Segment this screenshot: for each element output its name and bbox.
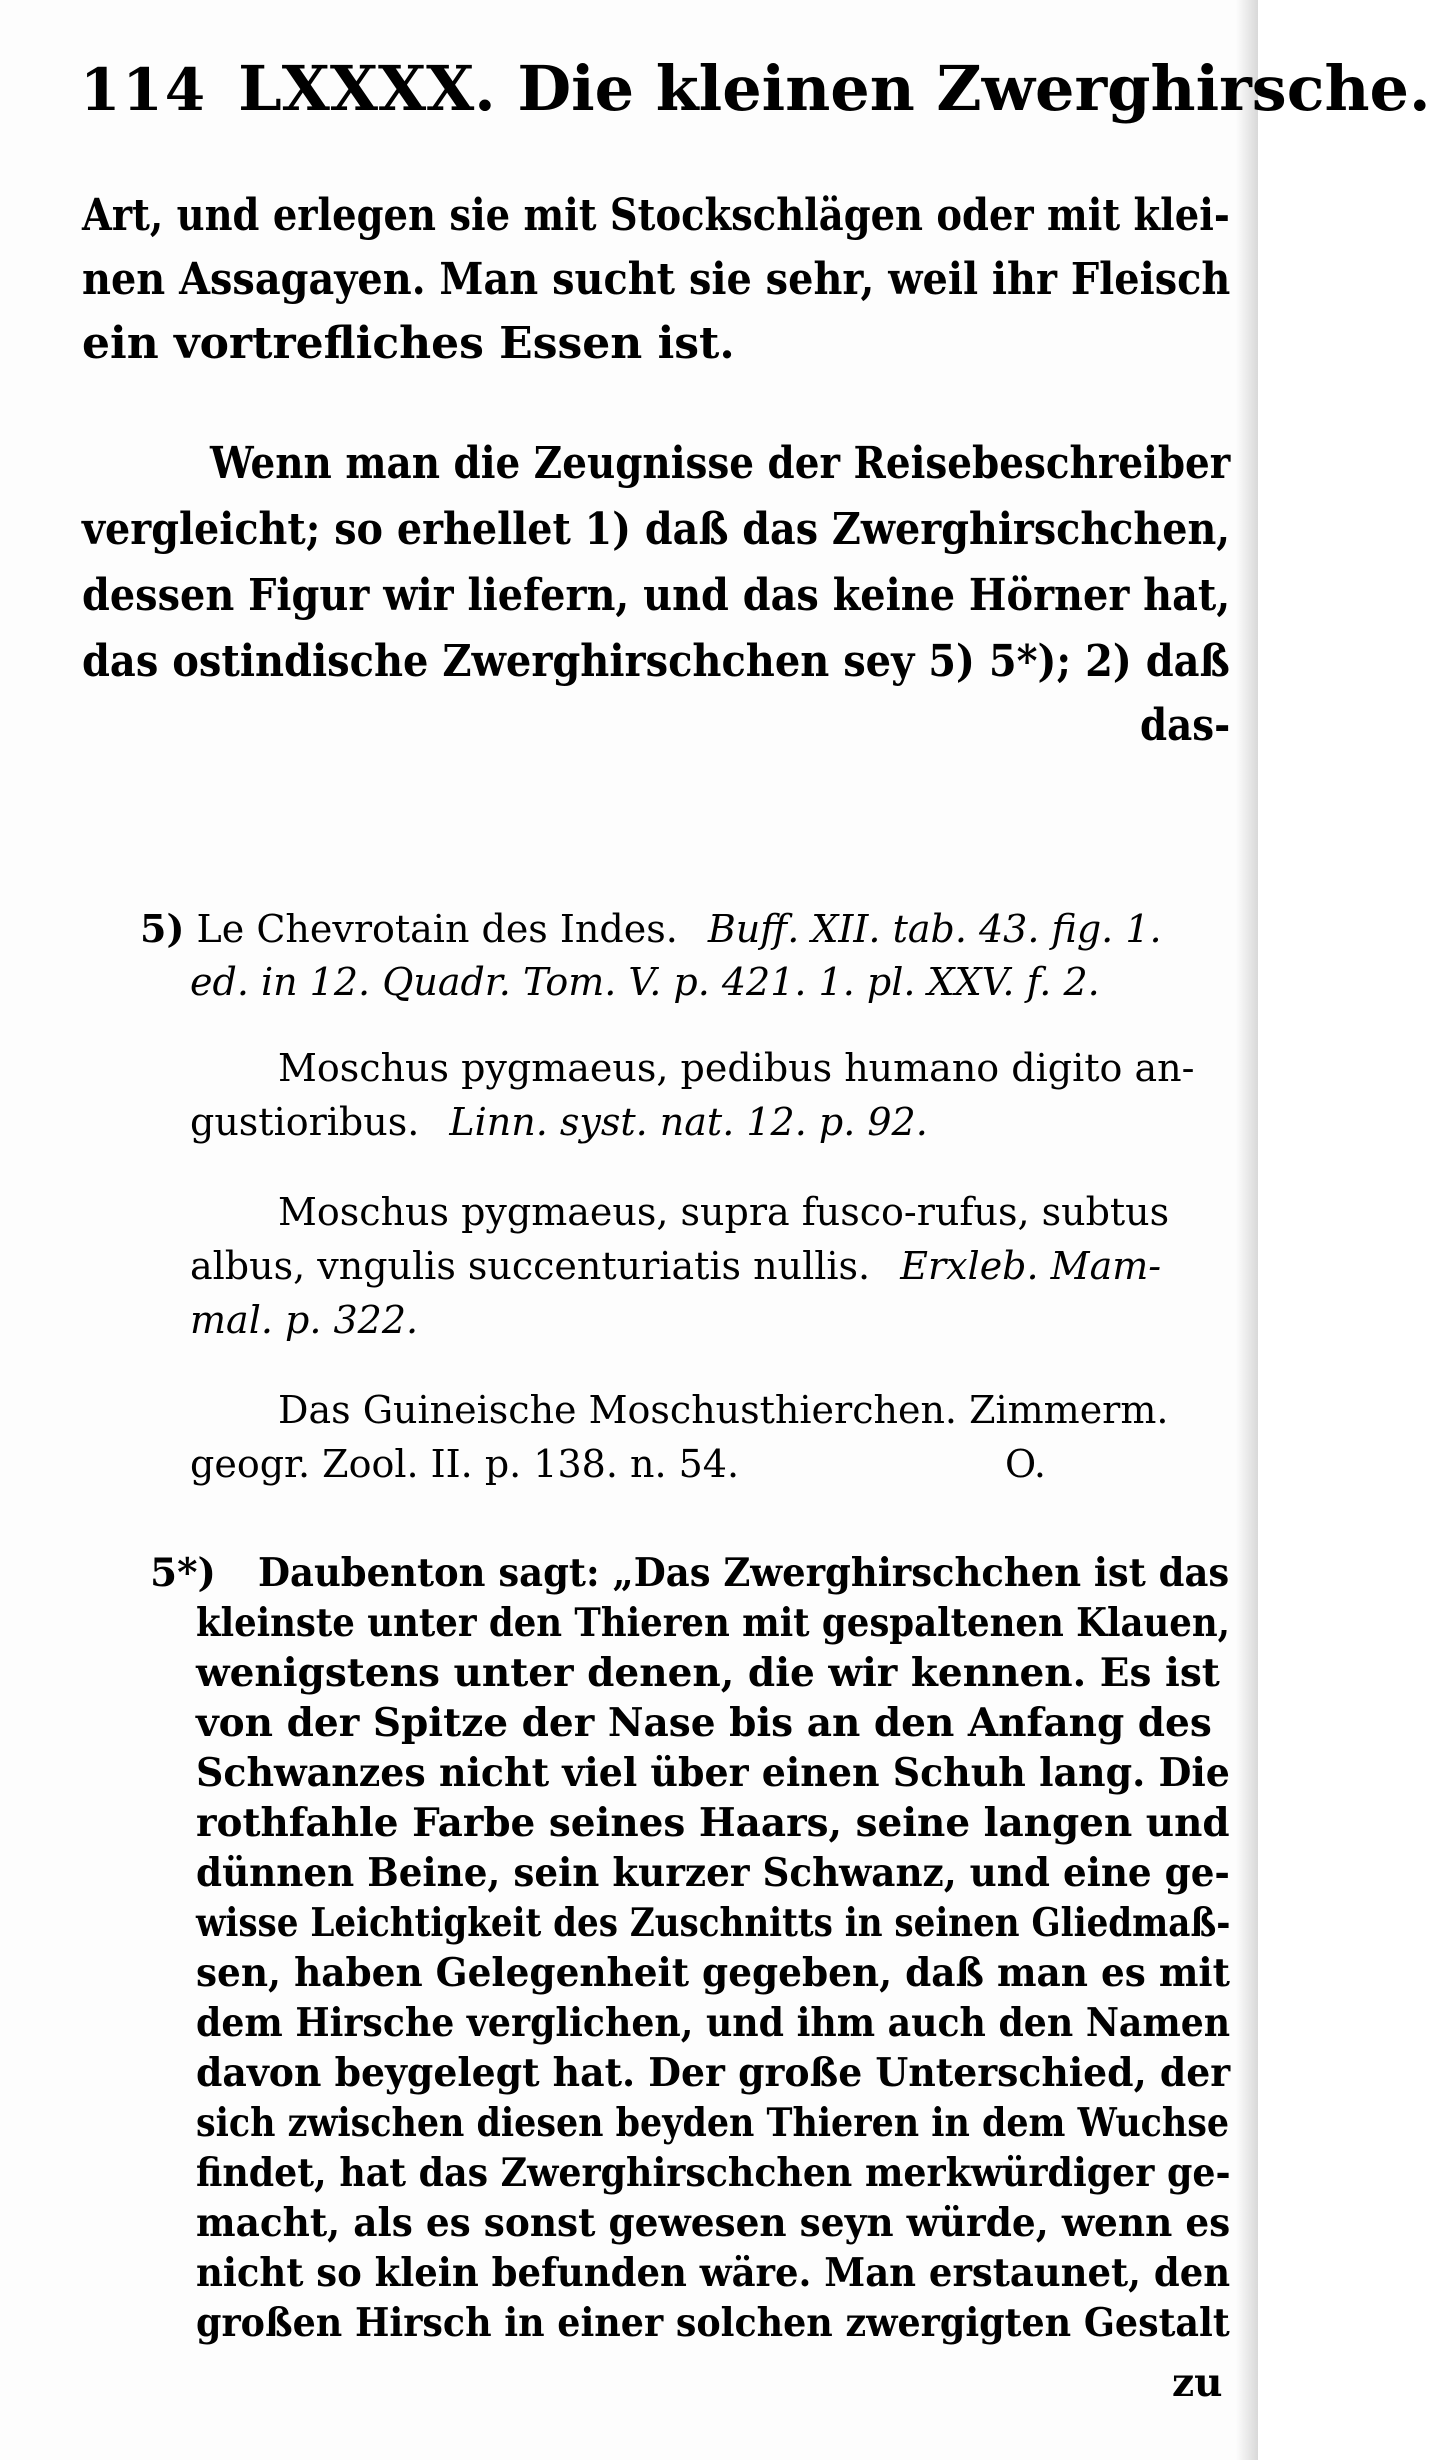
footnote-marker: 5) (140, 906, 185, 951)
catchword: zu (1172, 2360, 1223, 2406)
footnote-line: Schwanzes nicht viel über einen Schuh lang. Die (196, 1750, 1230, 1796)
text-line: das ostindische Zwerghirschchen sey 5) 5*); 2) daß (82, 636, 1230, 687)
footnote-entry-line: Moschus pygmaeus, supra fusco-rufus, subtus (278, 1190, 1170, 1234)
footnote-text: gustioribus. (190, 1100, 420, 1144)
footnote-line: davon beygelegt hat. Der große Unterschied, der (196, 2050, 1231, 2096)
footnote-line: kleinste unter den Thieren mit gespaltenen Klauen, (196, 1600, 1230, 1646)
text-line: dessen Figur wir liefern, und das keine Hörner hat, (82, 570, 1231, 621)
footnote-line: wisse Leichtigkeit des Zuschnitts in seinen Gliedmaß- (196, 1900, 1231, 1946)
footnote-entry-line (140, 906, 1162, 951)
footnote-entry-line (190, 1244, 1161, 1288)
chapter-title: LXXXX. Die kleinen Zwerghirsche. (238, 52, 1431, 125)
footnote-line: von der Spitze der Nase bis an den Anfang des (196, 1700, 1212, 1746)
text-line: Wenn man die Zeugnisse der Reisebeschreiber (210, 438, 1231, 489)
footnote-line: nicht so klein befunden wäre. Man erstaunet, den (196, 2250, 1231, 2296)
catchword: das- (1140, 700, 1231, 751)
footnote-text: Le Chevrotain des Indes. (196, 907, 678, 951)
page-number: 114 (80, 56, 208, 124)
footnote-line: dem Hirsche verglichen, und ihm auch den Namen (196, 2000, 1231, 2046)
footnote-line: macht, als es sonst gewesen seyn würde, wenn es (196, 2200, 1231, 2246)
footnote-entry-line: geogr. Zool. II. p. 138. n. 54. (190, 1442, 740, 1486)
citation: mal. p. 322. (190, 1298, 419, 1342)
footnote-marker: 5*) (150, 1550, 216, 1596)
running-header (80, 52, 1431, 125)
footnote-line: sen, haben Gelegenheit gegeben, daß man es mit (196, 1950, 1230, 1996)
footnote-line: dünnen Beine, sein kurzer Schwanz, und eine ge- (196, 1850, 1230, 1896)
citation: ed. in 12. Quadr. Tom. V. p. 421. 1. pl. XXV. f. 2. (190, 960, 1100, 1004)
text-line: vergleicht; so erhellet 1) daß das Zwerghirschchen, (82, 504, 1231, 555)
citation: Buff. XII. tab. 43. fig. 1. (707, 907, 1162, 951)
citation: Erxleb. Mam- (900, 1244, 1162, 1288)
page-gutter-shadow (1236, 0, 1258, 2460)
footnote-line: Daubenton sagt: „Das Zwerghirschchen ist das (258, 1550, 1230, 1596)
text-line: nen Assagayen. Man sucht sie sehr, weil ihr Fleisch (82, 254, 1231, 305)
footnote-line: sich zwischen diesen beyden Thieren in dem Wuchse (196, 2100, 1230, 2146)
footnote-entry-line (190, 1100, 928, 1144)
footnote-line: wenigstens unter denen, die wir kennen. Es ist (196, 1650, 1220, 1696)
footnote-entry-line: Das Guineische Moschusthierchen. Zimmerm. (278, 1388, 1169, 1432)
footnote-line: findet, hat das Zwerghirschchen merkwürdiger ge- (196, 2150, 1231, 2196)
signature-mark: O. (1005, 1442, 1047, 1486)
text-line: Art, und erlegen sie mit Stockschlägen oder mit klei- (82, 190, 1230, 241)
footnote-entry-line: Moschus pygmaeus, pedibus humano digito an- (278, 1046, 1195, 1090)
text-line: ein vortrefliches Essen ist. (82, 318, 735, 369)
citation: Linn. syst. nat. 12. p. 92. (449, 1100, 928, 1144)
footnote-line: rothfahle Farbe seines Haars, seine langen und (196, 1800, 1230, 1846)
footnote-text: albus, vngulis succenturiatis nullis. (190, 1244, 871, 1288)
footnote-line: großen Hirsch in einer solchen zwergigten Gestalt (196, 2300, 1230, 2346)
